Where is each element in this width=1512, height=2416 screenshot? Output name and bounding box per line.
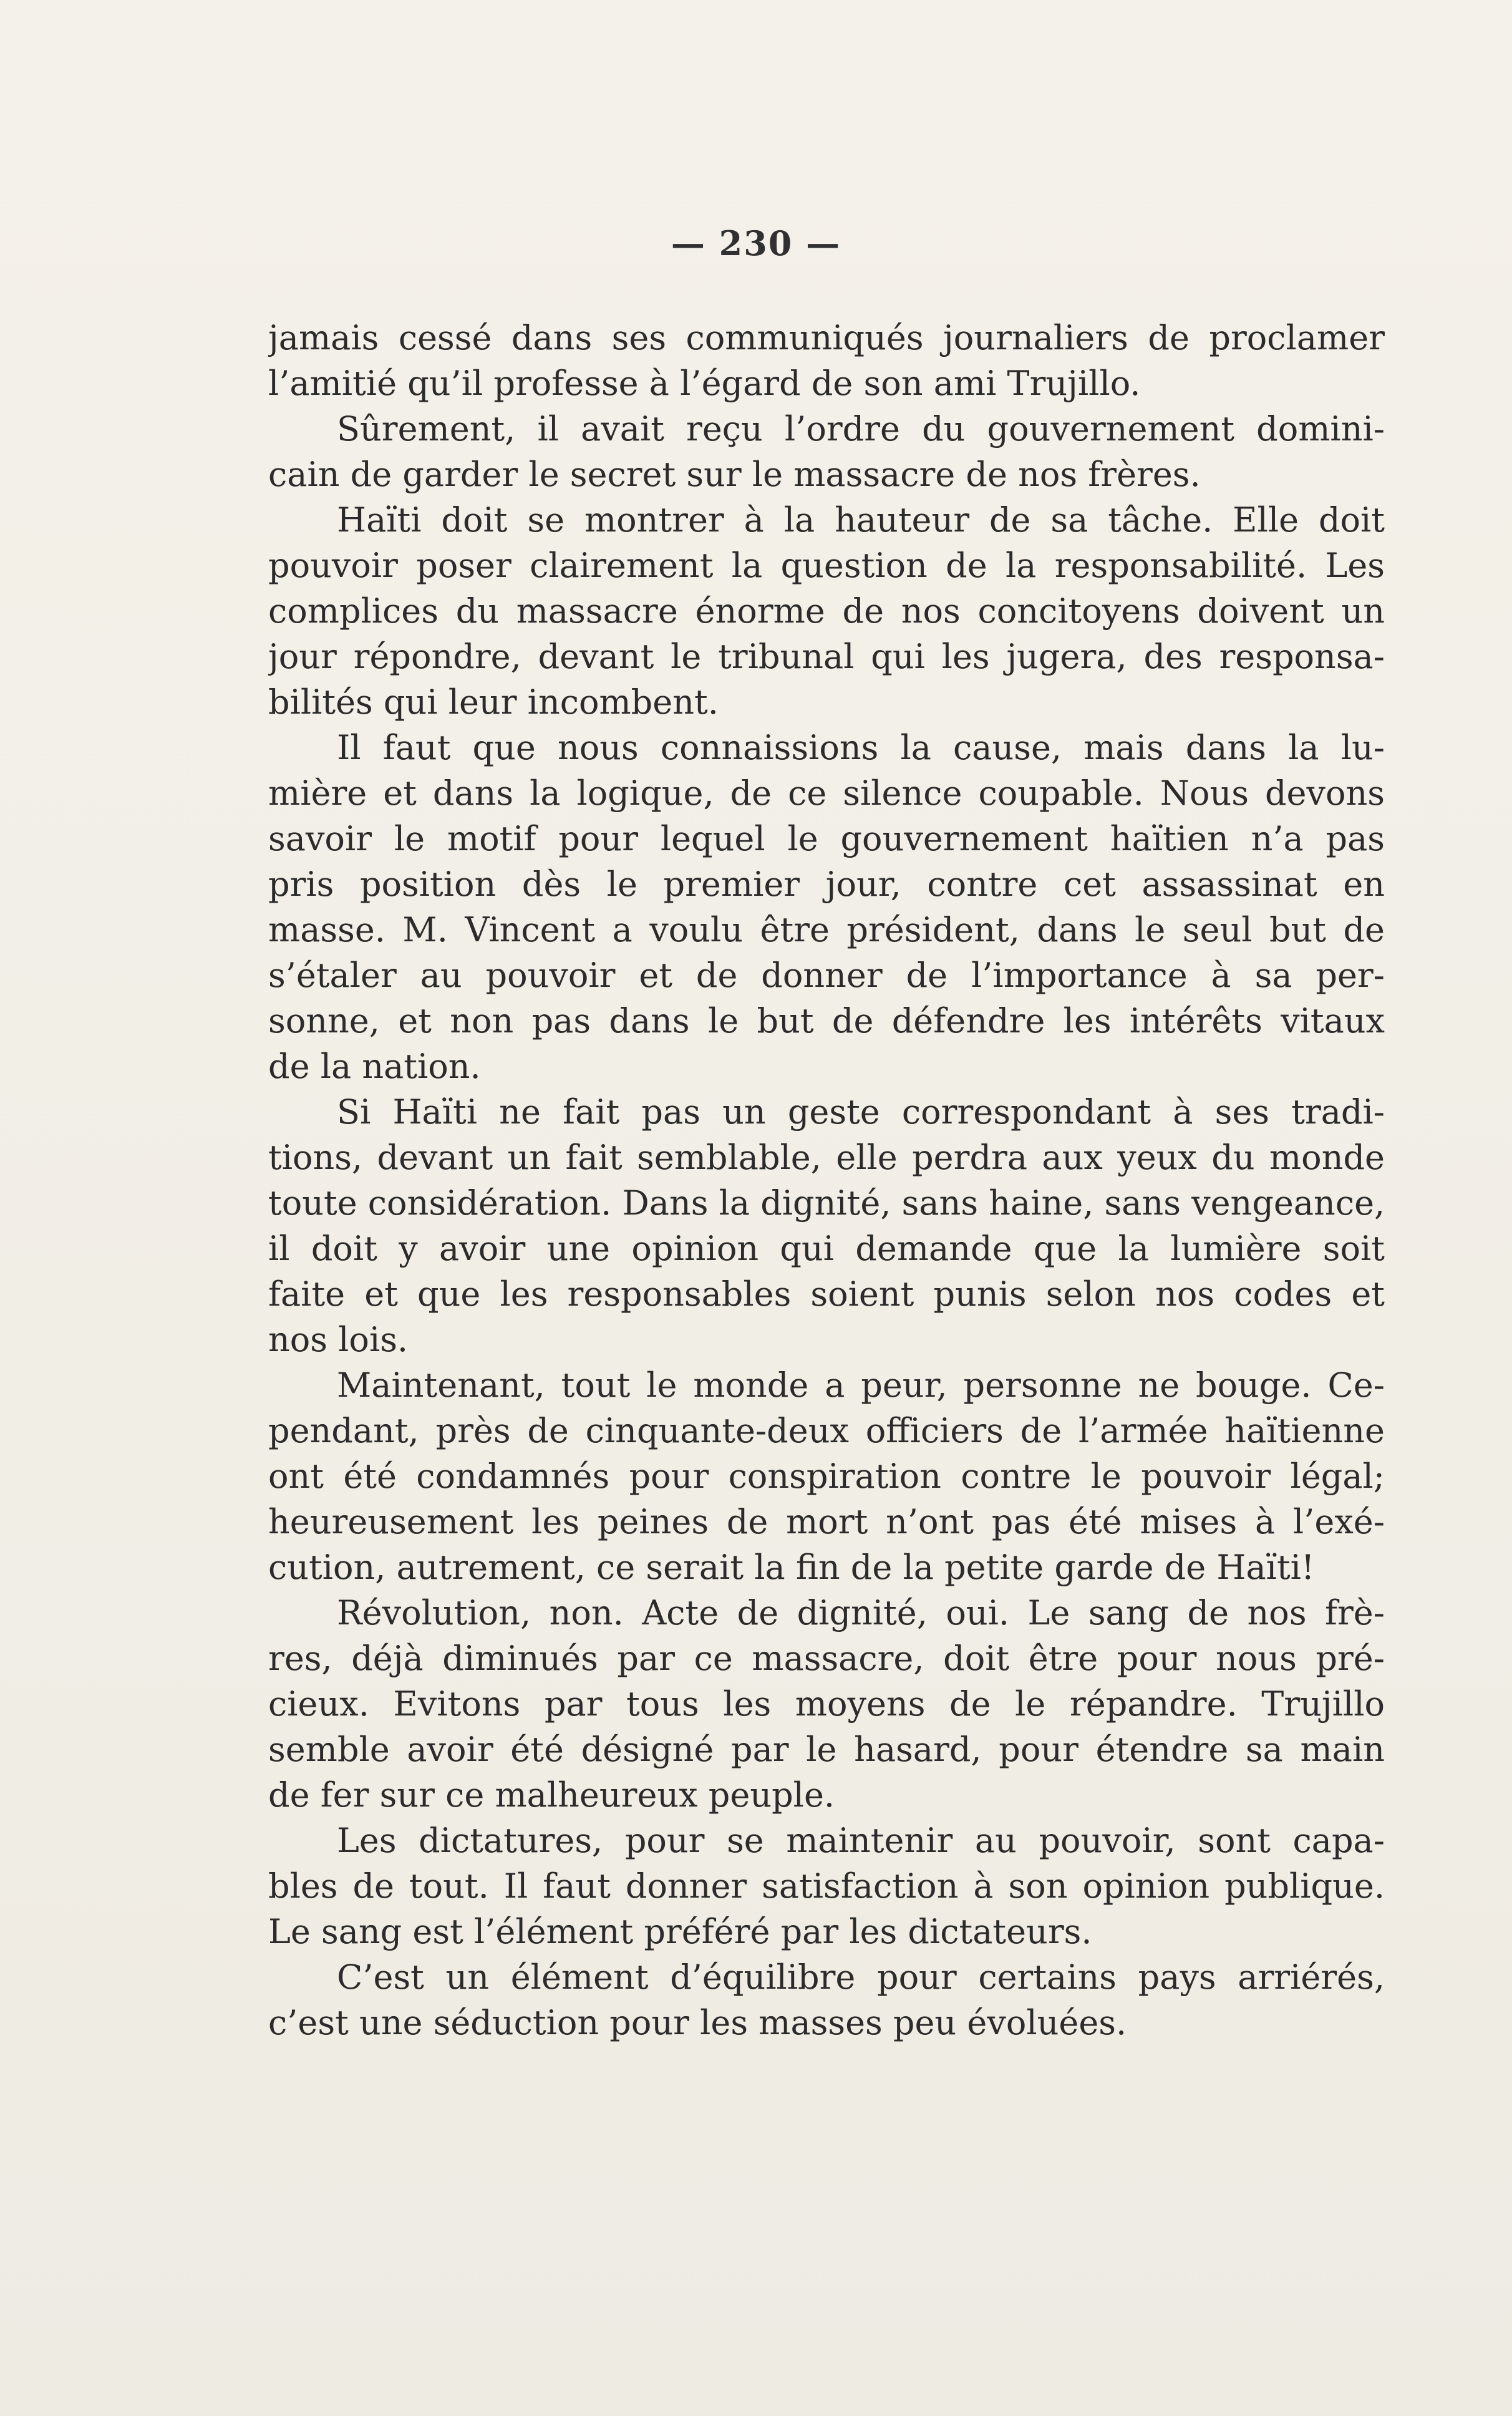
text-line: masse. M. Vincent a voulu être président, dans le seul but de	[268, 910, 1385, 949]
text-line: bilités qui leur incombent.	[268, 682, 719, 722]
text-line: Haïti doit se montrer à la hauteur de sa tâche. Elle doit	[337, 500, 1385, 540]
text-line: Il faut que nous connaissions la cause, mais dans la lu-	[337, 728, 1385, 767]
text-line: pouvoir poser clairement la question de la responsabilité. Les	[268, 546, 1385, 585]
text-line: mière et dans la logique, de ce silence coupable. Nous devons	[268, 774, 1385, 813]
text-line: s’étaler au pouvoir et de donner de l’importance à sa per-	[268, 956, 1385, 995]
body-text	[268, 315, 1385, 2045]
text-line: sonne, et non pas dans le but de défendre les intérêts vitaux	[268, 1001, 1385, 1041]
text-line: res, déjà diminués par ce massacre, doit être pour nous pré-	[268, 1639, 1385, 1678]
text-line: complices du massacre énorme de nos concitoyens doivent un	[268, 591, 1385, 631]
text-line: jour répondre, devant le tribunal qui les jugera, des responsa-	[268, 637, 1385, 676]
text-line: bles de tout. Il faut donner satisfaction à son opinion publique.	[268, 1866, 1385, 1906]
text-line: savoir le motif pour lequel le gouvernement haïtien n’a pas	[268, 819, 1385, 858]
text-line: Si Haïti ne fait pas un geste correspondant à ses tradi-	[337, 1092, 1385, 1132]
text-line: Les dictatures, pour se maintenir au pouvoir, sont capa-	[337, 1821, 1385, 1860]
page-number: — 230 —	[671, 223, 841, 263]
text-line: cieux. Evitons par tous les moyens de le répandre. Trujillo	[268, 1684, 1385, 1724]
text-line: ont été condamnés pour conspiration contre le pouvoir légal;	[268, 1457, 1385, 1496]
text-line: de fer sur ce malheureux peuple.	[268, 1775, 835, 1815]
text-line: c’est une séduction pour les masses peu évoluées.	[268, 2003, 1127, 2042]
text-line: cain de garder le secret sur le massacre de nos frères.	[268, 455, 1201, 494]
text-line: jamais cessé dans ses communiqués journaliers de proclamer	[268, 318, 1385, 357]
text-line: pris position dès le premier jour, contre cet assassinat en	[268, 865, 1385, 904]
text-line: il doit y avoir une opinion qui demande que la lumière soit	[268, 1229, 1385, 1268]
text-line: Sûrement, il avait reçu l’ordre du gouvernement domini-	[337, 409, 1385, 449]
text-line: de la nation.	[268, 1047, 481, 1086]
text-line: Maintenant, tout le monde a peur, personne ne bouge. Ce-	[337, 1366, 1385, 1405]
text-line: pendant, près de cinquante-deux officiers de l’armée haïtienne	[268, 1411, 1385, 1450]
text-line: Révolution, non. Acte de dignité, oui. Le sang de nos frè-	[337, 1593, 1385, 1632]
text-line: l’amitié qu’il professe à l’égard de son ami Trujillo.	[268, 364, 1141, 403]
text-line: cution, autrement, ce serait la fin de la petite garde de Haïti!	[268, 1548, 1315, 1587]
text-line: semble avoir été désigné par le hasard, pour étendre sa main	[268, 1730, 1385, 1769]
text-line: toute considération. Dans la dignité, sans haine, sans vengeance,	[268, 1183, 1385, 1223]
text-line: tions, devant un fait semblable, elle perdra aux yeux du monde	[268, 1138, 1385, 1177]
text-line: Le sang est l’élément préféré par les dictateurs.	[268, 1912, 1092, 1951]
text-line: C’est un élément d’équilibre pour certains pays arriérés,	[337, 1958, 1385, 1997]
text-line: faite et que les responsables soient punis selon nos codes et	[268, 1274, 1385, 1314]
text-line: nos lois.	[268, 1320, 409, 1359]
text-line: heureusement les peines de mort n’ont pas été mises à l’exé-	[268, 1502, 1385, 1541]
